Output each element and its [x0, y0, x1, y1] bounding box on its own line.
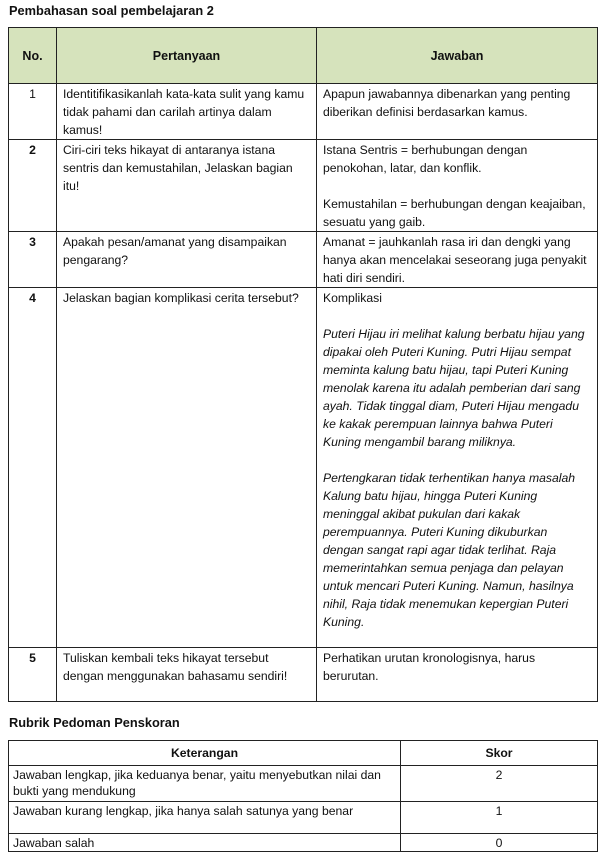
header-question: Pertanyaan [57, 28, 317, 84]
rubric-description: Jawaban lengkap, jika keduanya benar, yaitu menyebutkan nilai dan bukti yang mendukung [9, 766, 401, 802]
rubric-row [9, 766, 598, 802]
table-row [9, 84, 598, 140]
row-number: 2 [9, 140, 57, 232]
table-row [9, 288, 598, 648]
rubric-header-row [9, 741, 598, 766]
question-cell: Apakah pesan/amanat yang disampaikan pengarang? [57, 232, 317, 288]
header-score: Skor [401, 741, 598, 766]
answer-text: Perhatikan urutan kronologisnya, harus berurutan. [323, 651, 536, 683]
answer-text: Amanat = jauhkanlah rasa iri dan dengki yang hanya akan mencelakai seseorang juga penyakit hati diri sendiri. [323, 235, 587, 285]
row-number: 1 [9, 84, 57, 140]
question-cell: Jelaskan bagian komplikasi cerita tersebut? [57, 288, 317, 648]
answer-paragraph: Pertengkaran tidak terhentikan hanya masalah Kalung batu hijau, hingga Puteri Kuning meninggal akibat pukulan dari kakak perempuannya. Puteri Kuning dikuburkan dengan sangat rapi agar tidak terlihat. Raja memerintahkan semua penjaga dan pelayan untuk mencari Puteri Kuning. Namun, hasilnya nihil, Raja tidak menemukan kepergian Puteri Kuning. [323, 471, 576, 629]
row-number: 3 [9, 232, 57, 288]
rubric-score: 1 [401, 802, 598, 834]
table-row [9, 232, 598, 288]
section-title-rubric: Rubrik Pedoman Penskoran [9, 715, 180, 730]
answer-text: Apapun jawabannya dibenarkan yang penting diberikan definisi berdasarkan kamus. [323, 87, 571, 119]
table-header-row [9, 28, 598, 84]
rubric-description: Jawaban kurang lengkap, jika hanya salah satunya yang benar [9, 802, 401, 834]
table-row [9, 140, 598, 232]
section-title-discussion: Pembahasan soal pembelajaran 2 [9, 3, 214, 18]
header-description: Keterangan [9, 741, 401, 766]
answer-label: Komplikasi [323, 291, 382, 305]
rubric-row [9, 802, 598, 834]
row-number: 5 [9, 648, 57, 702]
rubric-score: 0 [401, 834, 598, 852]
question-cell: Tuliskan kembali teks hikayat tersebut dengan menggunakan bahasamu sendiri! [57, 648, 317, 702]
row-number: 4 [9, 288, 57, 648]
answer-text: Kemustahilan = berhubungan dengan keajaiban, sesuatu yang gaib. [323, 197, 586, 229]
question-cell: Ciri-ciri teks hikayat di antaranya istana sentris dan kemustahilan, Jelaskan bagian itu! [57, 140, 317, 232]
answer-cell [317, 140, 598, 232]
answer-cell [317, 288, 598, 648]
rubric-description: Jawaban salah [9, 834, 401, 852]
discussion-table [8, 27, 598, 702]
answer-text: Istana Sentris = berhubungan dengan penokohan, latar, dan konflik. [323, 143, 528, 175]
answer-cell [317, 648, 598, 702]
rubric-row [9, 834, 598, 852]
rubric-table [8, 740, 598, 852]
question-cell: Identitifikasikanlah kata-kata sulit yang kamu tidak pahami dan carilah artinya dalam kamus! [57, 84, 317, 140]
rubric-score: 2 [401, 766, 598, 802]
table-row [9, 648, 598, 702]
header-no: No. [9, 28, 57, 84]
answer-paragraph: Puteri Hijau iri melihat kalung berbatu hijau yang dipakai oleh Puteri Kuning. Putri Hijau sempat meminta kalung batu hijau, tapi Puteri Kuning menolak karena itu adalah pemberian dari sang ayah. Tidak tinggal diam, Puteri Hijau mengadu ke kakak perempuan lainnya bahwa Puteri Kuning mengambil barang miliknya. [323, 327, 585, 449]
answer-cell [317, 84, 598, 140]
header-answer: Jawaban [317, 28, 598, 84]
answer-cell [317, 232, 598, 288]
